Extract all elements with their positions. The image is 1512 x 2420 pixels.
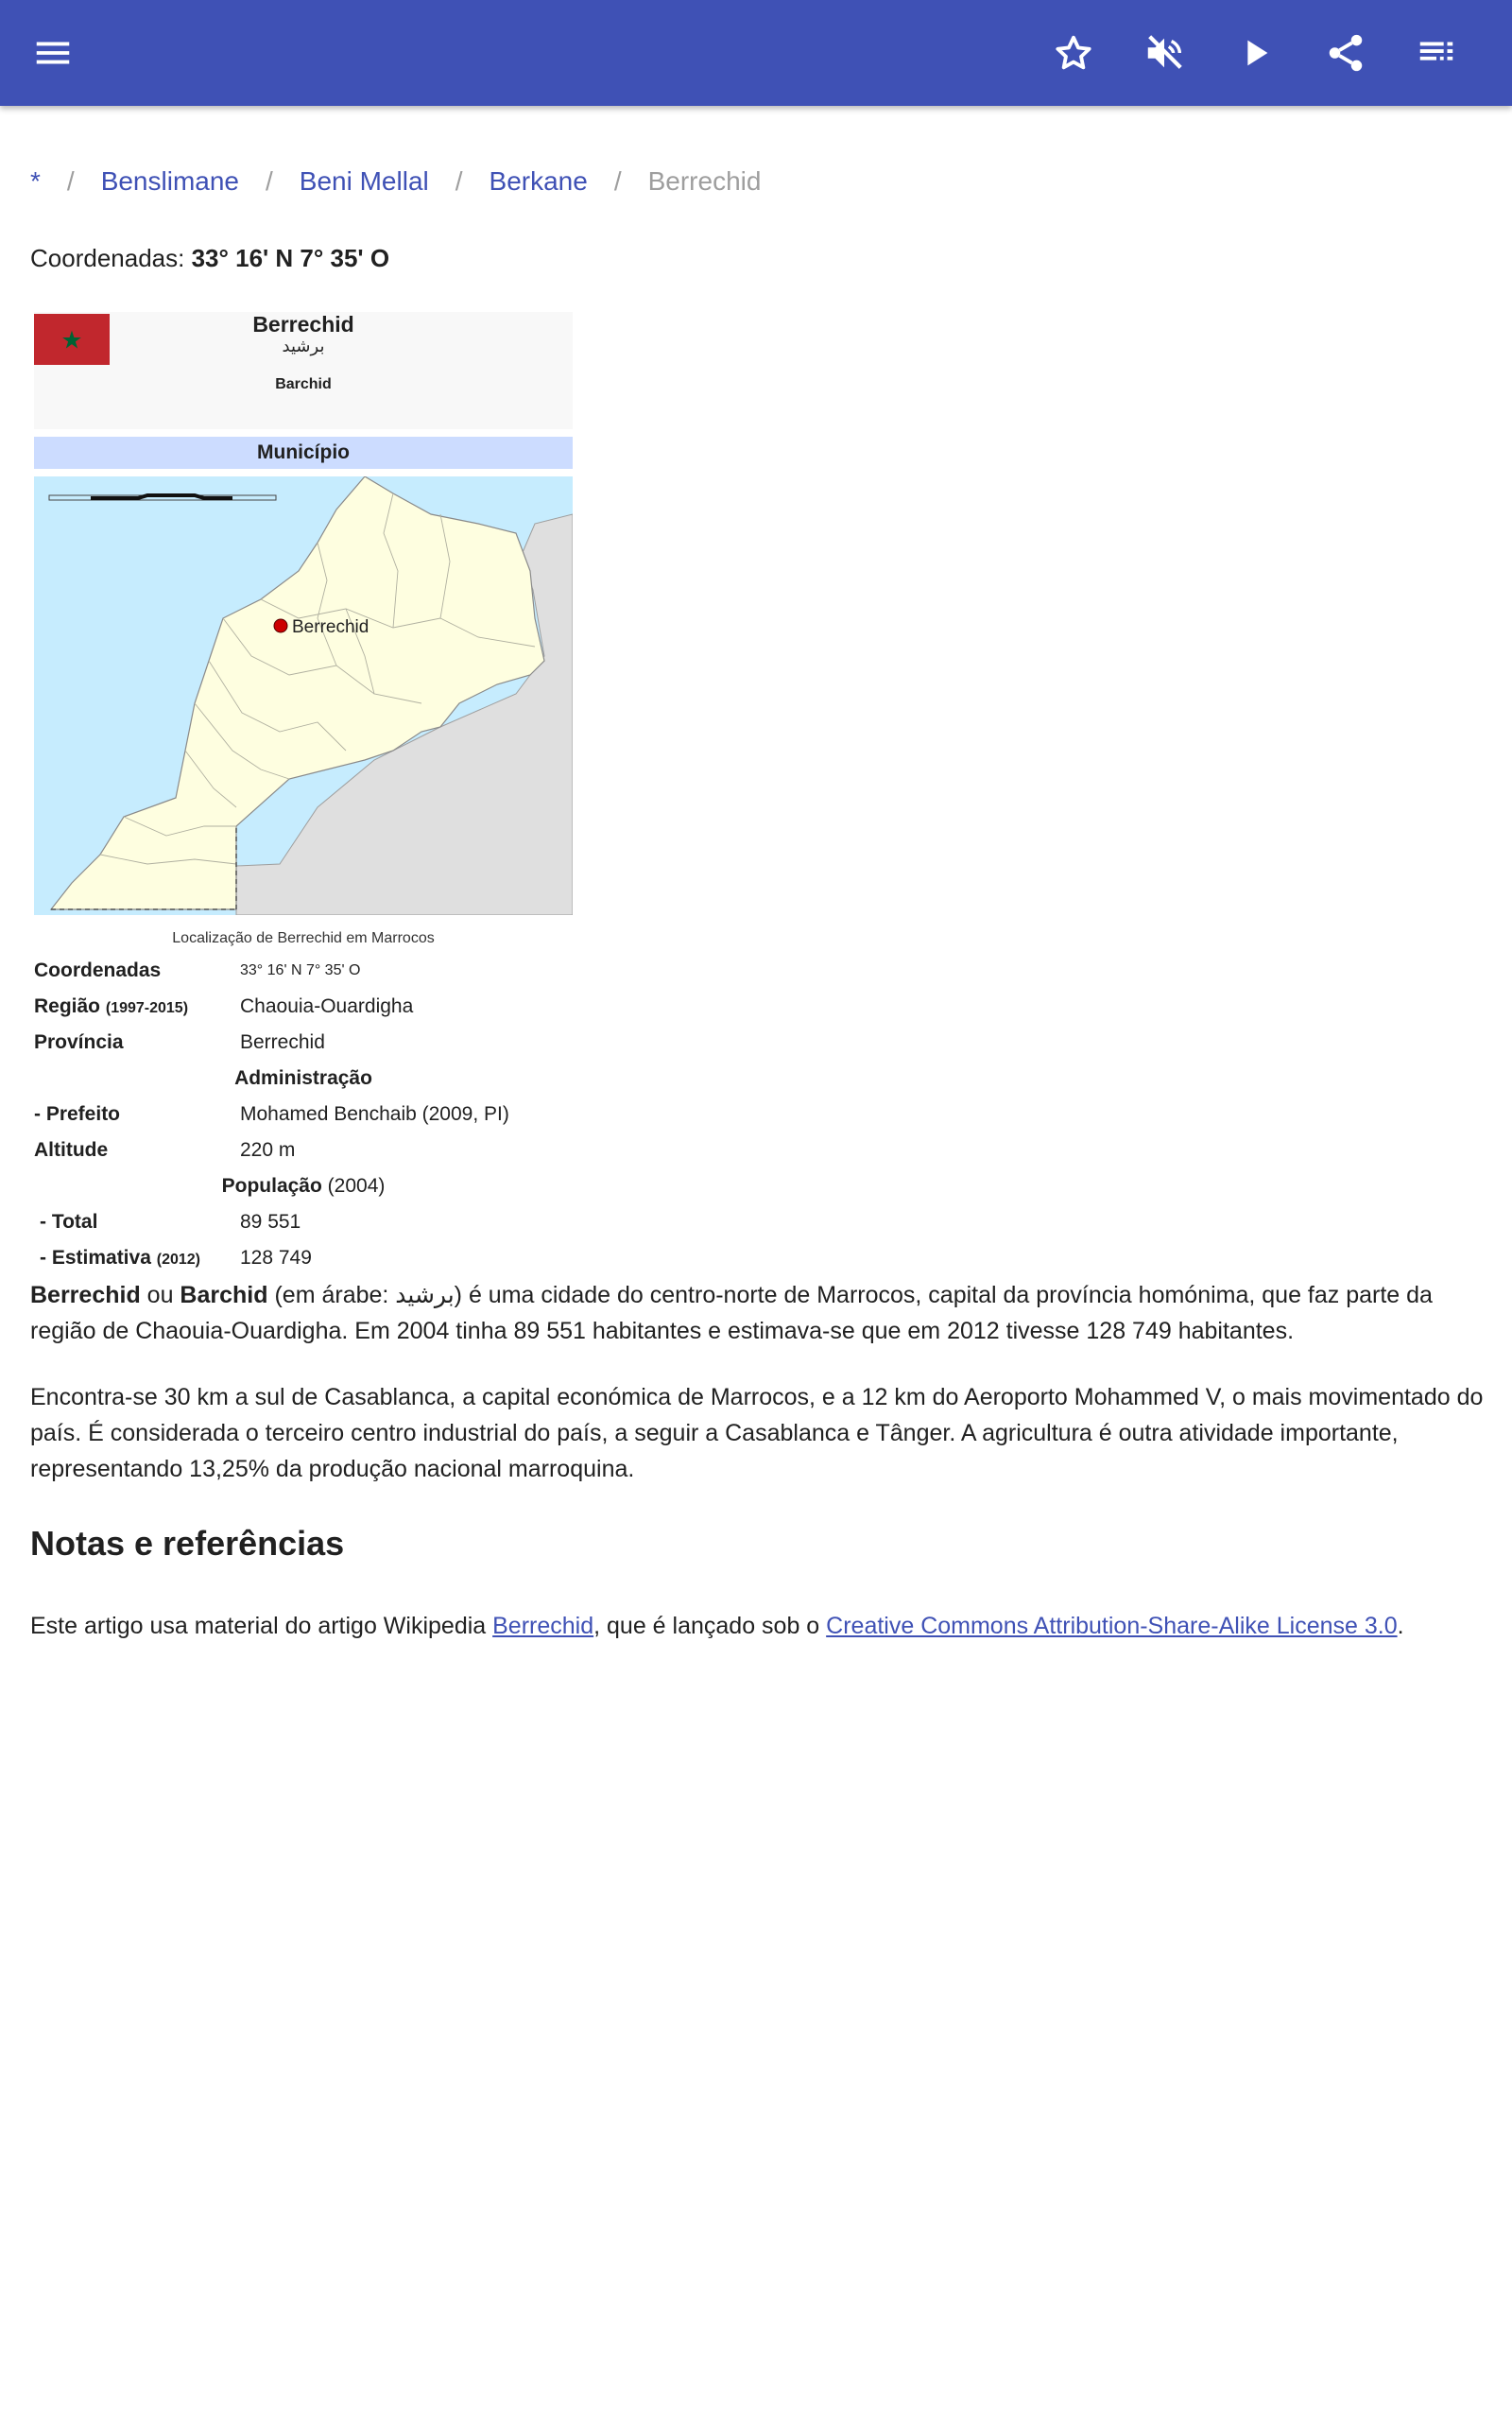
breadcrumb-separator: / (455, 166, 463, 196)
breadcrumb-separator: / (613, 166, 622, 196)
row-value: Berrechid (240, 1031, 325, 1053)
row-key: Altitude (34, 1139, 109, 1161)
row-value: 220 m (240, 1139, 296, 1161)
coordinates-value[interactable]: 33° 16' N 7° 35' O (191, 244, 390, 272)
coordinates-label: Coordenadas: (30, 244, 192, 272)
volume-off-icon[interactable] (1138, 26, 1191, 79)
row-value: 128 749 (240, 1247, 312, 1269)
location-paragraph: Encontra-se 30 km a sul de Casablanca, a capital económica de Marrocos, e a 12 km do Aeroporto Mohammed V, o mais movimentado do país. É considerada o terceiro centro industrial do país, a seguir a Casablanca e Tânger. A agricultura é outra atividade importante, representando 13,25% da produção nacional marroquina. (30, 1384, 1484, 1482)
app-bar (0, 0, 1512, 106)
location-map[interactable] (34, 476, 573, 915)
share-icon[interactable] (1319, 26, 1372, 79)
row-value: 89 551 (240, 1211, 301, 1233)
row-key: Coordenadas (34, 959, 162, 981)
infobox-type: Município (34, 437, 573, 469)
breadcrumb-separator: / (66, 166, 75, 196)
row-value: Mohamed Benchaib (2009, PI) (240, 1103, 509, 1125)
wikipedia-article-link[interactable]: Berrechid (492, 1613, 594, 1639)
map-city-label: Berrechid (292, 617, 369, 637)
breadcrumb-root[interactable]: * (30, 166, 41, 196)
playlist-icon[interactable] (1410, 26, 1463, 79)
menu-icon[interactable] (26, 26, 79, 79)
section-population: População (2004) (221, 1175, 386, 1197)
row-value: Chaouia-Ouardigha (240, 995, 414, 1017)
infobox-title: Berrechid (252, 312, 354, 337)
row-key: - Estimativa (2012) (40, 1247, 200, 1269)
breadcrumb-benslimane[interactable]: Benslimane (100, 166, 239, 196)
row-key: Região (1997-2015) (34, 995, 189, 1017)
infobox-header (34, 312, 573, 429)
infobox (34, 312, 573, 947)
row-key: - Prefeito (34, 1103, 121, 1125)
license-link[interactable]: Creative Commons Attribution-Share-Alike License 3.0 (826, 1613, 1398, 1639)
play-icon[interactable] (1228, 26, 1281, 79)
infobox-arabic-name: برشيد (282, 337, 325, 355)
row-value[interactable]: 33° 16' N 7° 35' O (240, 962, 361, 978)
row-key: Província (34, 1031, 124, 1053)
breadcrumb-beni-mellal[interactable]: Beni Mellal (299, 166, 429, 196)
breadcrumb-current: Berrechid (647, 166, 762, 196)
infobox-alt-name: Barchid (275, 376, 332, 392)
section-administration: Administração (234, 1067, 372, 1089)
breadcrumb-separator: / (266, 166, 273, 196)
coordinates-line (30, 244, 389, 273)
breadcrumb (30, 166, 761, 197)
row-key: - Total (40, 1211, 98, 1233)
star-outline-icon[interactable] (1047, 26, 1100, 79)
section-heading-notes: Notas e referências (30, 1524, 345, 1563)
intro-paragraph: Berrechid ou Barchid (em árabe: برشيد) é uma cidade do centro-norte de Marrocos, capital da província homónima, que faz parte da região de Chaouia-Ouardigha. Em 2004 tinha 89 551 habitantes e estimava-se que em 2012 tivesse 128 749 habitantes. (30, 1282, 1433, 1344)
map-caption: Localização de Berrechid em Marrocos (172, 930, 435, 946)
breadcrumb-berkane[interactable]: Berkane (489, 166, 588, 196)
attribution-paragraph: Este artigo usa material do artigo Wikipedia Berrechid, que é lançado sob o Creative Commons Attribution-Share-Alike License 3.0. (30, 1613, 1404, 1639)
